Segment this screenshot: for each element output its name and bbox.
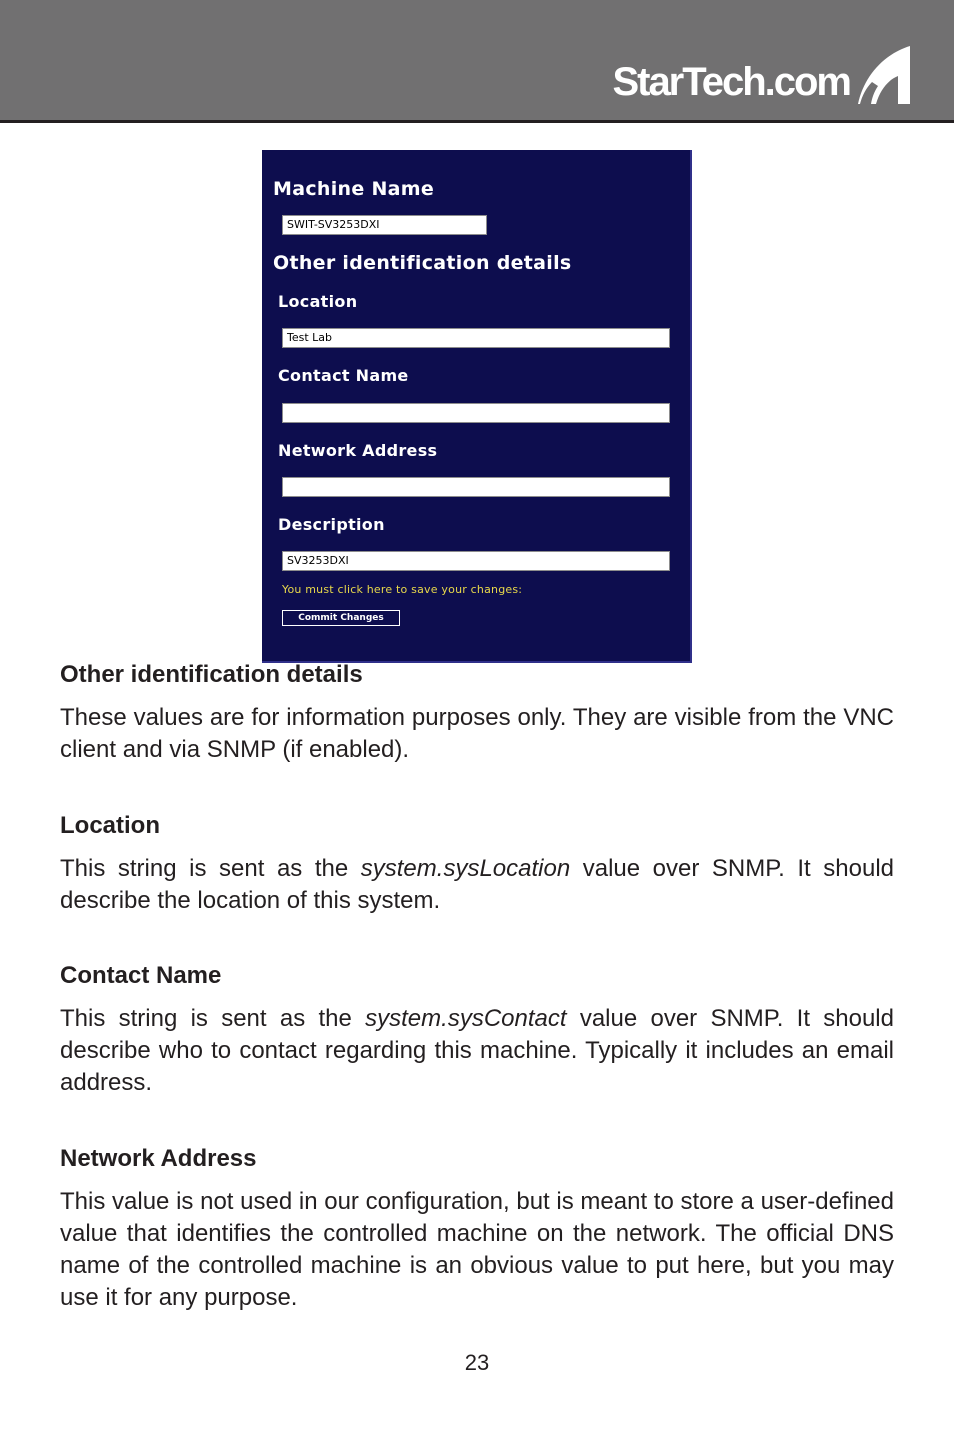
startech-logo [612, 44, 910, 104]
machine-identification-screenshot [262, 150, 692, 663]
logo-swoosh-icon [854, 46, 910, 104]
description-label: Description [278, 515, 385, 534]
machine-name-heading: Machine Name [273, 178, 435, 200]
contact-name-label: Contact Name [278, 366, 409, 385]
section-heading: Network Address [60, 1145, 257, 1172]
body-text: This string is sent as the [60, 855, 361, 882]
section-body [60, 1003, 894, 1099]
section-location [60, 811, 894, 917]
section-body [60, 853, 894, 917]
section-network-address [60, 1144, 894, 1314]
section-body: These values are for information purposes only. They are visible from the VNC client and via SNMP (if enabled). [60, 704, 894, 763]
section-heading: Contact Name [60, 962, 222, 989]
location-field[interactable]: Test Lab [282, 328, 670, 348]
contact-name-field[interactable] [282, 403, 670, 423]
page-number: 23 [464, 1350, 490, 1375]
other-details-heading: Other identification details [273, 252, 572, 274]
snmp-variable: system.sysLocation [360, 855, 571, 882]
section-heading: Other identification details [60, 661, 363, 688]
commit-changes-button[interactable]: Commit Changes [282, 610, 400, 626]
network-address-label: Network Address [278, 441, 438, 460]
body-text: This string is sent as the [60, 1005, 366, 1032]
network-address-field[interactable] [282, 477, 670, 497]
page-header [0, 0, 954, 123]
machine-name-field[interactable]: SWIT-SV3253DXI [282, 215, 487, 235]
location-label: Location [278, 292, 358, 311]
snmp-variable: system.sysContact [365, 1005, 567, 1032]
body-text: value over SNMP. It should describe the location of this system. [60, 855, 894, 914]
logo-text: StarTech.com [612, 60, 850, 104]
description-field[interactable]: SV3253DXI [282, 551, 670, 571]
body-text: value over SNMP. It should describe who to contact regarding this machine. Typically it includes an email address. [60, 1005, 894, 1096]
section-contact-name [60, 961, 894, 1099]
section-other-details [60, 660, 894, 766]
save-changes-note: You must click here to save your changes: [282, 583, 523, 596]
section-body: This value is not used in our configuration, but is meant to store a user-defined value that identifies the controlled machine on the network. The official DNS name of the controlled machine is an obvious value to put here, but you may use it for any purpose. [60, 1188, 894, 1311]
section-heading: Location [60, 812, 160, 839]
